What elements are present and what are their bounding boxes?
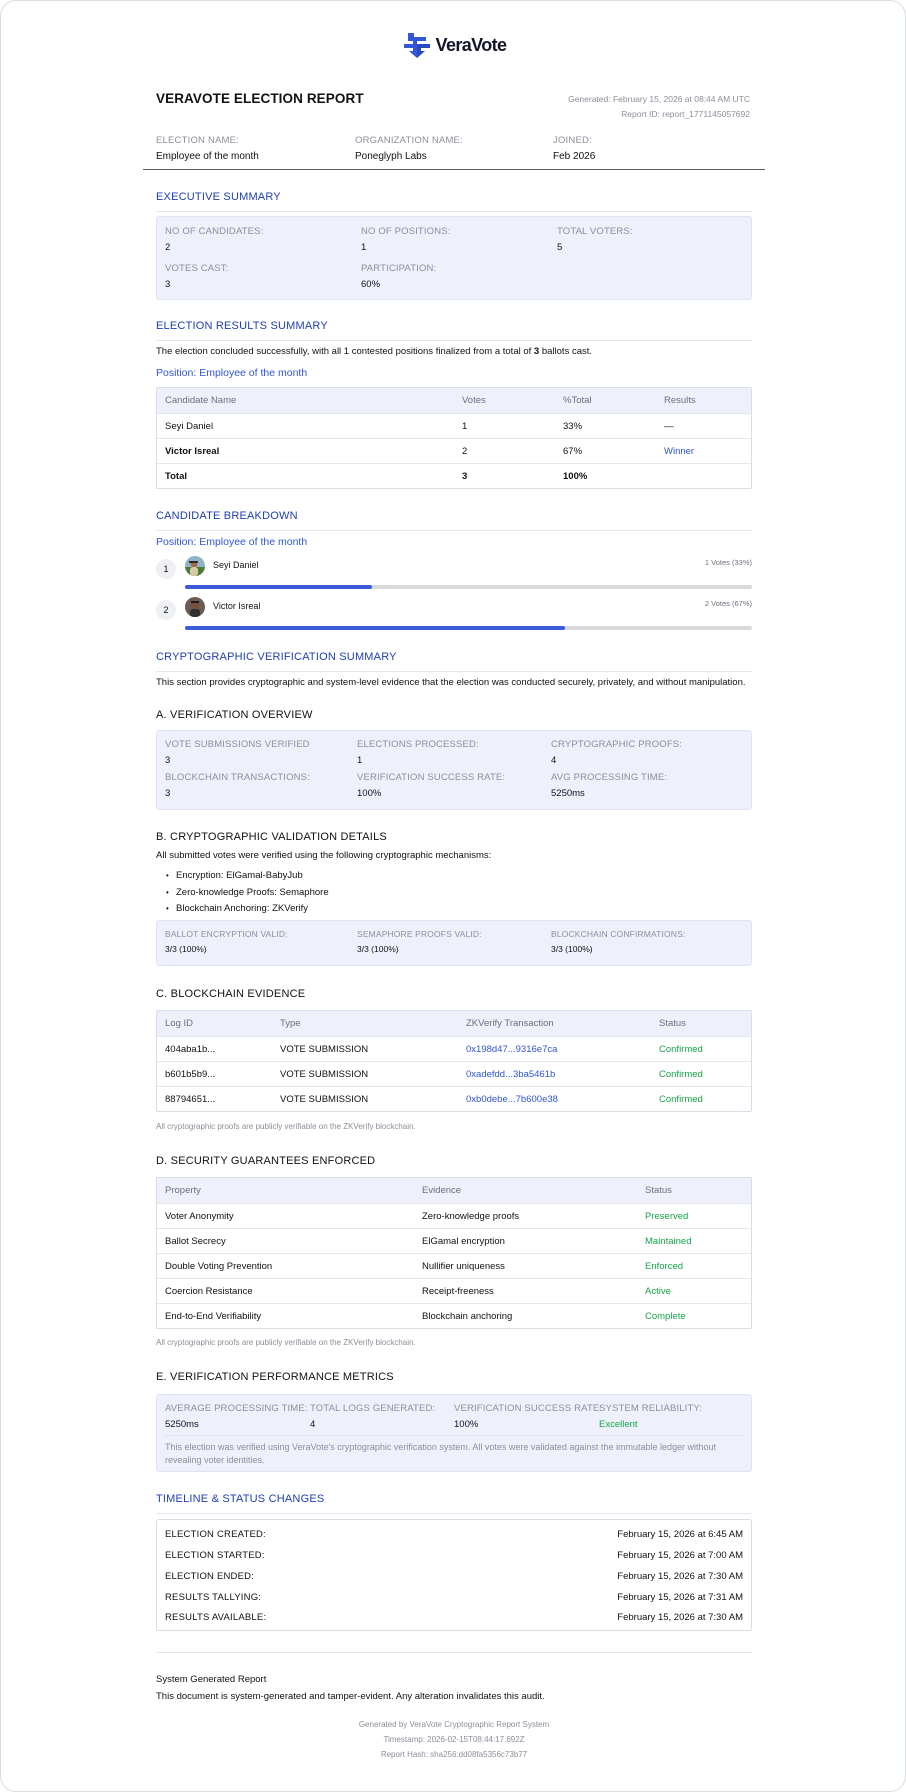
stat-label: VERIFICATION SUCCESS RATE: [454, 1403, 603, 1414]
timeline-value: February 15, 2026 at 7:30 AM [617, 1571, 743, 1582]
stat-value: 3/3 (100%) [551, 944, 593, 954]
intro-text-end: ballots cast. [539, 346, 593, 357]
candidate-votes-label: 2 Votes (67%) [704, 599, 752, 608]
total-votes: 3 [462, 471, 468, 482]
column-header: %Total [563, 395, 592, 406]
log-id: b601b5b9... [165, 1069, 216, 1080]
stat-value: 2 [165, 242, 171, 253]
total-label: Total [165, 471, 187, 482]
log-id: 404aba1b... [165, 1044, 216, 1055]
avatar [185, 556, 205, 576]
breakdown-position-label: Position: Employee of the month [156, 536, 308, 548]
status-badge: Enforced [645, 1261, 684, 1272]
election-meta [156, 135, 752, 165]
stat-value: 3/3 (100%) [165, 944, 207, 954]
stat-semaphore-proofs [357, 929, 482, 954]
election-name-label: ELECTION NAME: [156, 135, 240, 146]
timeline-heading: TIMELINE & STATUS CHANGES [156, 1493, 325, 1505]
candidate-breakdown-row [156, 556, 752, 596]
stat-value: 100% [357, 788, 382, 799]
stat-cryptographic-proofs [551, 739, 682, 766]
generated-by: Generated by VeraVote Cryptographic Report System [358, 1720, 550, 1729]
property-name: Voter Anonymity [165, 1211, 234, 1222]
stat-blockchain-confirmations [551, 929, 685, 954]
veravote-logo-icon [402, 31, 432, 59]
section-divider [156, 1513, 752, 1514]
transaction-link[interactable]: 0xadefdd...3ba5461b [466, 1069, 556, 1080]
crypto-summary-heading: CRYPTOGRAPHIC VERIFICATION SUMMARY [156, 651, 397, 663]
verification-overview-heading: A. VERIFICATION OVERVIEW [156, 709, 313, 721]
evidence-text: Receipt-freeness [422, 1286, 494, 1297]
candidate-name: Victor Isreal [165, 446, 220, 457]
stat-vote-submissions [165, 739, 310, 766]
column-header: Status [645, 1185, 672, 1196]
candidate-votes: 1 [462, 421, 468, 432]
property-name: Ballot Secrecy [165, 1236, 226, 1247]
timeline-row [165, 1592, 743, 1612]
organization-value: Poneglyph Labs [355, 151, 427, 162]
log-id: 88794651... [165, 1094, 216, 1105]
section-divider [156, 211, 752, 212]
performance-metrics-heading: E. VERIFICATION PERFORMANCE METRICS [156, 1371, 394, 1383]
joined-label: JOINED: [553, 135, 592, 146]
evidence-text: Nullifier uniqueness [422, 1261, 505, 1272]
stat-value: 4 [551, 755, 557, 766]
status-badge: Active [645, 1286, 671, 1297]
stat-value: 4 [310, 1419, 316, 1430]
rank-badge: 1 [156, 559, 176, 579]
timeline-label: ELECTION CREATED: [165, 1529, 266, 1540]
timeline-row [165, 1550, 743, 1570]
stat-elections-processed [357, 739, 479, 766]
winner-badge: Winner [664, 446, 695, 457]
table-row [157, 438, 751, 463]
section-divider [156, 340, 752, 341]
validation-intro: All submitted votes were verified using the following cryptographic mechanisms: [156, 850, 492, 861]
total-percent: 100% [563, 471, 588, 482]
stat-value: 3 [165, 279, 171, 290]
stat-participation [361, 263, 436, 290]
table-row [157, 1036, 751, 1061]
table-row [157, 1203, 751, 1228]
stat-label: TOTAL LOGS GENERATED: [310, 1403, 436, 1414]
stat-votes-cast [165, 263, 228, 290]
results-table [156, 387, 752, 489]
table-row [157, 1303, 751, 1328]
status-badge: Confirmed [659, 1094, 703, 1105]
column-header: Property [165, 1185, 201, 1196]
stat-value: 3 [165, 755, 171, 766]
stat-label: ELECTIONS PROCESSED: [357, 739, 479, 750]
stat-success-rate [357, 772, 505, 799]
stat-avg-processing-time [551, 772, 667, 799]
stat-label: SEMAPHORE PROOFS VALID: [357, 929, 482, 939]
executive-summary-box [156, 216, 752, 300]
report-title: VERAVOTE ELECTION REPORT [156, 91, 364, 106]
stat-value: 3 [165, 788, 171, 799]
intro-text: The election concluded successfully, with all 1 contested positions finalized from a total of [156, 346, 534, 357]
evidence-text: ElGamal encryption [422, 1236, 505, 1247]
stat-label: BALLOT ENCRYPTION VALID: [165, 929, 288, 939]
table-row [157, 413, 751, 438]
stat-label: PARTICIPATION: [361, 263, 437, 274]
security-note: All cryptographic proofs are publicly verifiable on the ZKVerify blockchain. [156, 1338, 416, 1347]
timeline-value: February 15, 2026 at 6:45 AM [617, 1529, 743, 1540]
stat-value: 1 [357, 755, 363, 766]
table-row [157, 1228, 751, 1253]
intro-ballot-count: 3 [533, 346, 540, 357]
stat-value: Excellent [599, 1419, 638, 1430]
stat-value: 5 [557, 242, 563, 253]
vote-share-bar [185, 626, 752, 630]
timeline-value: February 15, 2026 at 7:00 AM [617, 1550, 743, 1561]
validation-details-heading: B. CRYPTOGRAPHIC VALIDATION DETAILS [156, 831, 387, 843]
timeline-value: February 15, 2026 at 7:31 AM [617, 1592, 743, 1603]
column-header: ZKVerify Transaction [466, 1018, 554, 1029]
stat-label: TOTAL VOTERS: [557, 226, 633, 237]
performance-metrics-box [156, 1394, 752, 1472]
table-row [157, 1253, 751, 1278]
organization-field [355, 135, 463, 162]
stat-value: 100% [454, 1419, 479, 1430]
stat-label: SYSTEM RELIABILITY: [599, 1403, 703, 1414]
brand-logo [1, 31, 906, 59]
stat-label: AVG PROCESSING TIME: [551, 772, 668, 783]
candidate-result: — [664, 421, 674, 432]
log-type: VOTE SUBMISSION [280, 1094, 369, 1105]
organization-label: ORGANIZATION NAME: [355, 135, 463, 146]
stat-value: 60% [361, 279, 381, 290]
log-type: VOTE SUBMISSION [280, 1044, 369, 1055]
report-hash: Report Hash: sha256:dd08fa5356c73b77 [380, 1750, 528, 1759]
footer-divider [156, 1652, 752, 1653]
stat-average-processing [165, 1403, 308, 1430]
security-guarantees-heading: D. SECURITY GUARANTEES ENFORCED [156, 1155, 376, 1167]
security-guarantees-table [156, 1177, 752, 1329]
candidate-percent: 67% [563, 446, 583, 457]
status-badge: Preserved [645, 1211, 689, 1222]
log-type: VOTE SUBMISSION [280, 1069, 369, 1080]
timeline-box [156, 1519, 752, 1631]
avatar [185, 597, 205, 617]
timeline-value: February 15, 2026 at 7:30 AM [617, 1612, 743, 1623]
property-name: Double Voting Prevention [165, 1261, 273, 1272]
results-position-label: Position: Employee of the month [156, 367, 308, 379]
table-header [157, 1178, 751, 1203]
timeline-label: ELECTION ENDED: [165, 1571, 255, 1582]
brand-name: VeraVote [435, 34, 507, 55]
election-name-field [156, 135, 259, 162]
column-header: Type [280, 1018, 301, 1029]
stat-candidates [165, 226, 263, 253]
transaction-link[interactable]: 0xb0debe...7b600e38 [466, 1094, 558, 1105]
verification-overview-box [156, 730, 752, 810]
stat-ballot-encryption [165, 929, 288, 954]
stat-label: VOTE SUBMISSIONS VERIFIED [165, 739, 310, 750]
performance-note [165, 1441, 716, 1467]
blockchain-note: All cryptographic proofs are publicly verifiable on the ZKVerify blockchain. [156, 1122, 416, 1131]
column-header: Log ID [165, 1018, 193, 1029]
system-report-title: System Generated Report [156, 1674, 267, 1685]
stat-value: 1 [361, 242, 367, 253]
candidate-breakdown-row [156, 597, 752, 637]
election-name-value: Employee of the month [156, 151, 259, 162]
executive-summary-heading: EXECUTIVE SUMMARY [156, 191, 281, 203]
stat-label: NO OF POSITIONS: [361, 226, 451, 237]
candidate-name: Seyi Daniel [165, 421, 214, 432]
evidence-text: Blockchain anchoring [422, 1311, 513, 1322]
system-report-text: This document is system-generated and tamper-evident. Any alteration invalidates this audit. [156, 1691, 545, 1702]
blockchain-evidence-table [156, 1010, 752, 1112]
joined-field [553, 135, 595, 162]
report-timestamp: Timestamp: 2026-02-15T08:44:17.692Z [383, 1735, 525, 1744]
crypto-intro: This section provides cryptographic and system-level evidence that the election was conducted securely, privately, and without manipulation. [156, 677, 746, 688]
blockchain-evidence-heading: C. BLOCKCHAIN EVIDENCE [156, 988, 306, 1000]
status-badge: Confirmed [659, 1069, 703, 1080]
stat-label: AVERAGE PROCESSING TIME: [165, 1403, 308, 1414]
vote-share-bar [185, 585, 752, 589]
vote-share-fill [185, 626, 565, 630]
timeline-label: RESULTS TALLYING: [165, 1592, 262, 1603]
stat-positions [361, 226, 451, 253]
candidate-name: Victor Isreal [213, 601, 261, 611]
column-header: Results [664, 395, 696, 406]
stat-total-logs [310, 1403, 435, 1430]
stat-value: 5250ms [551, 788, 585, 799]
stat-label: CRYPTOGRAPHIC PROOFS: [551, 739, 683, 750]
stat-label: BLOCKCHAIN CONFIRMATIONS: [551, 929, 686, 939]
candidate-percent: 33% [563, 421, 583, 432]
stat-blockchain-transactions [165, 772, 310, 799]
status-badge: Confirmed [659, 1044, 703, 1055]
table-row [157, 1278, 751, 1303]
mechanism-list [166, 868, 329, 918]
note-line: This election was verified using VeraVote's cryptographic verification system. All votes were validated against the immutable ledger without [165, 1442, 716, 1452]
candidate-breakdown-heading: CANDIDATE BREAKDOWN [156, 510, 298, 522]
evidence-text: Zero-knowledge proofs [422, 1211, 520, 1222]
status-badge: Complete [645, 1311, 686, 1322]
generated-date: Generated: February 15, 2026 at 08:44 AM UTC [568, 94, 750, 104]
list-item: • Encryption: ElGamal-BabyJub [166, 868, 329, 885]
stat-label: VOTES CAST: [165, 263, 229, 274]
stat-value: 5250ms [165, 1419, 199, 1430]
timeline-row [165, 1612, 743, 1632]
vote-share-fill [185, 585, 372, 589]
table-header [157, 388, 751, 413]
status-badge: Maintained [645, 1236, 692, 1247]
results-intro [156, 346, 592, 357]
transaction-link[interactable]: 0x198d47...9316e7ca [466, 1044, 558, 1055]
stat-verification-rate [454, 1403, 602, 1430]
column-header: Status [659, 1018, 686, 1029]
property-name: End-to-End Verifiability [165, 1311, 262, 1322]
report-generated-meta [568, 92, 750, 122]
results-summary-heading: ELECTION RESULTS SUMMARY [156, 320, 328, 332]
column-header: Evidence [422, 1185, 462, 1196]
candidate-name: Seyi Daniel [213, 560, 259, 570]
property-name: Coercion Resistance [165, 1286, 253, 1297]
section-divider [156, 530, 752, 531]
candidate-votes: 2 [462, 446, 468, 457]
table-row [157, 1086, 751, 1111]
timeline-label: ELECTION STARTED: [165, 1550, 265, 1561]
box-divider [165, 1435, 743, 1436]
stat-label: NO OF CANDIDATES: [165, 226, 264, 237]
timeline-label: RESULTS AVAILABLE: [165, 1612, 267, 1623]
table-header [157, 1011, 751, 1036]
list-item: • Blockchain Anchoring: ZKVerify [166, 901, 329, 918]
column-header: Votes [462, 395, 486, 406]
stat-system-reliability [599, 1403, 702, 1430]
validation-stats-box [156, 920, 752, 966]
rank-badge: 2 [156, 600, 176, 620]
stat-label: VERIFICATION SUCCESS RATE: [357, 772, 506, 783]
list-item: • Zero-knowledge Proofs: Semaphore [166, 885, 329, 902]
joined-value: Feb 2026 [553, 151, 596, 162]
column-header: Candidate Name [165, 395, 237, 406]
note-line: revealing voter identities. [165, 1455, 265, 1465]
stat-total-voters [557, 226, 633, 253]
stat-value: 3/3 (100%) [357, 944, 399, 954]
section-divider [156, 671, 752, 672]
table-total-row [157, 463, 751, 488]
candidate-votes-label: 1 Votes (33%) [704, 558, 752, 567]
timeline-row [165, 1529, 743, 1549]
header-divider [143, 169, 765, 170]
report-id: Report ID: report_1771145057692 [621, 109, 750, 119]
timeline-row [165, 1571, 743, 1591]
table-row [157, 1061, 751, 1086]
stat-label: BLOCKCHAIN TRANSACTIONS: [165, 772, 310, 783]
